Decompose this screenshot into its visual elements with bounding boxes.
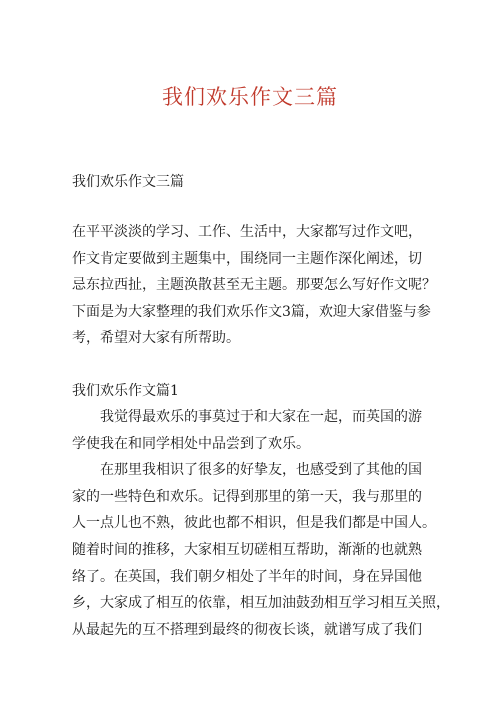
intro-line: 作文肯定要做到主题集中，围绕同一主题作深化阐述，切 bbox=[72, 250, 422, 267]
article-line: 人一点儿也不熟，彼此也都不相识，但是我们都是中国人。 bbox=[72, 515, 436, 532]
article-body bbox=[72, 404, 450, 643]
article-line: 家的一些特色和欢乐。记得到那里的第一天，我与那里的 bbox=[72, 488, 422, 505]
article-line: 乡，大家成了相互的依靠，相互加油鼓劲相互学习相互关照， bbox=[72, 595, 450, 612]
article-line: 在那里我相识了很多的好挚友，也感受到了其他的国 bbox=[100, 462, 422, 479]
document-subtitle: 我们欢乐作文三篇 bbox=[72, 174, 184, 190]
intro-line: 下面是为大家整理的我们欢乐作文3篇，欢迎大家借鉴与参 bbox=[72, 303, 431, 320]
intro-line: 考，希望对大家有所帮助。 bbox=[72, 330, 240, 347]
article-line: 我觉得最欢乐的事莫过于和大家在一起，而英国的游 bbox=[100, 409, 422, 425]
document-title: 我们欢乐作文三篇 bbox=[162, 85, 338, 109]
intro-paragraph bbox=[72, 219, 440, 352]
intro-line: 忌东拉西扯，主题涣散甚至无主题。那要怎么写好作文呢？ bbox=[72, 277, 436, 294]
article-line: 络了。在英国，我们朝夕相处了半年的时间，身在异国他 bbox=[72, 568, 422, 585]
section-heading: 我们欢乐作文篇1 bbox=[72, 383, 179, 399]
article-line: 学使我在和同学相处中品尝到了欢乐。 bbox=[72, 435, 310, 452]
article-line: 从最起先的互不搭理到最终的彻夜长谈，就谱写成了我们 bbox=[72, 621, 422, 638]
intro-line: 在平平淡淡的学习、工作、生活中，大家都写过作文吧， bbox=[72, 224, 422, 240]
article-line: 随着时间的推移，大家相互切磋相互帮助，渐渐的也就熟 bbox=[72, 541, 422, 558]
